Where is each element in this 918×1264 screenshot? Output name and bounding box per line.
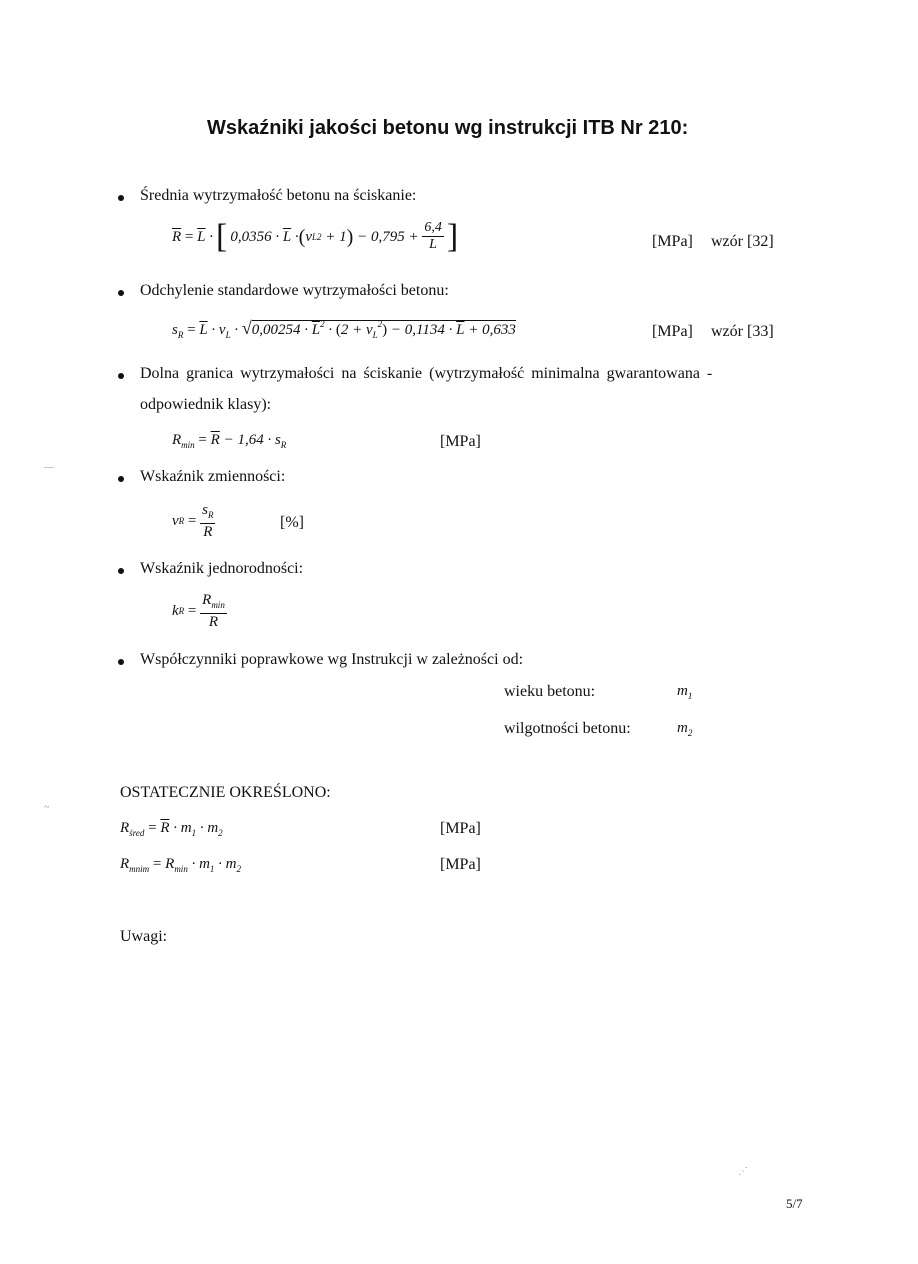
lower-limit-formula: $R_{min} = \overline{R} - 1,64 \cdot s_R$ xyxy=(172,432,287,450)
std-dev-formula: $s_R = \overline{L} \cdot v_L \cdot √0,00254 \cdot \overline{L}^2 \cdot (2 + v_L^2) - 0,1134 \cdot \overline{L} + 0,633$ xyxy=(172,318,516,340)
std-dev-unit: [MPa] xyxy=(652,323,693,340)
bullet xyxy=(118,195,124,201)
correction-age-symbol: $m_1$ xyxy=(677,683,693,701)
final-mean-formula: $R_{śred} = \overline{R} \cdot m_1 \cdot m_2$ xyxy=(120,820,223,838)
lower-limit-label-cont: odpowiednik klasy): xyxy=(140,396,272,413)
notes-label: Uwagi: xyxy=(120,928,168,945)
bullet xyxy=(118,659,124,665)
homogeneity-label: Wskaźnik jednorodności: xyxy=(140,560,304,577)
correction-moisture-label: wilgotności betonu: xyxy=(504,720,631,737)
bullet xyxy=(118,476,124,482)
std-dev-ref: wzór [33] xyxy=(711,323,774,340)
scan-mark: ~ xyxy=(44,802,50,813)
correction-age-label: wieku betonu: xyxy=(504,683,596,700)
scan-mark: — xyxy=(44,462,54,473)
correction-moisture-symbol: $m_2$ xyxy=(677,720,693,738)
page-title: Wskaźniki jakości betonu wg instrukcji ITB Nr 210: xyxy=(207,117,689,139)
variation-formula: v R = $\frac{s_R}{R}$ xyxy=(172,502,214,540)
final-min-unit: [MPa] xyxy=(440,856,481,873)
mean-strength-label: Średnia wytrzymałość betonu na ściskanie: xyxy=(140,187,417,204)
lower-limit-label: Dolna granica wytrzymałości na ściskanie (wytrzymałość minimalna gwarantowana - xyxy=(140,365,713,382)
mean-strength-unit: [MPa] xyxy=(652,233,693,250)
final-mean-unit: [MPa] xyxy=(440,820,481,837)
std-dev-label: Odchylenie standardowe wytrzymałości betonu: xyxy=(140,282,449,299)
final-heading: OSTATECZNIE OKREŚLONO: xyxy=(120,784,331,801)
homogeneity-formula: k R = $\frac{R_{min}}{R}$ xyxy=(172,592,225,630)
final-min-formula: $R_{mnim} = R_{min} \cdot m_1 \cdot m_2$ xyxy=(120,856,241,874)
variation-label: Wskaźnik zmienności: xyxy=(140,468,286,485)
bullet xyxy=(118,373,124,379)
mean-strength-formula: $\overline{R}$ = $\overline{L}$ · [ 0,0356 · $\overline{L}$ · ( v L 2 + 1 ) − 0,795 + $\frac{6,4}{L}$ ] xyxy=(172,217,459,255)
corrections-label: Współczynniki poprawkowe wg Instrukcji w zależności od: xyxy=(140,651,524,668)
bullet xyxy=(118,568,124,574)
lower-limit-unit: [MPa] xyxy=(440,433,481,450)
scan-mark: ⋰ xyxy=(738,1166,748,1177)
bullet xyxy=(118,290,124,296)
page-number: 5/7 xyxy=(786,1196,803,1211)
mean-strength-ref: wzór [32] xyxy=(711,233,774,250)
variation-unit: [%] xyxy=(280,514,304,531)
